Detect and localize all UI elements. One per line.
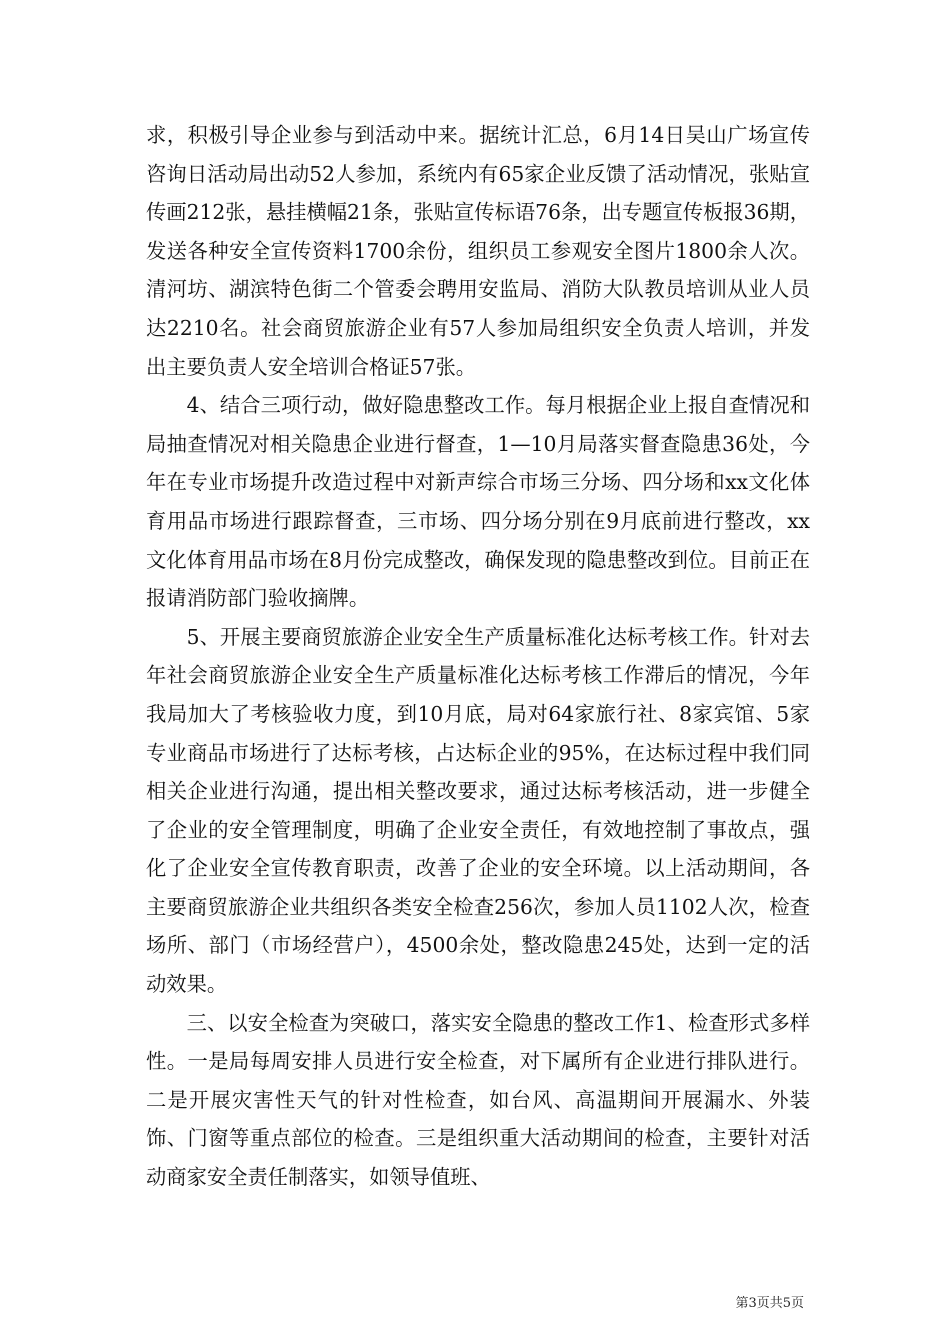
paragraph-1: 求，积极引导企业参与到活动中来。据统计汇总，6月14日吴山广场宣传咨询日活动局出动52人参加，系统内有65家企业反馈了活动情况，张贴宣传画212张，悬挂横幅21条，张贴宣传标语76条，出专题宣传板报36期，发送各种安全宣传资料1700余份，组织员工参观安全图片1800余人次。清河坊、湖滨特色街二个管委会聘用安监局、消防大队教员培训从业人员达2210名。社会商贸旅游企业有57人参加局组织安全负责人培训，并发出主要负责人安全培训合格证57张。	[146, 123, 810, 379]
page-number: 第3页共5页	[735, 1296, 804, 1311]
paragraph-2: 4、结合三项行动，做好隐患整改工作。每月根据企业上报自查情况和局抽查情况对相关隐患企业进行督查，1—10月局落实督查隐患36处，今年在专业市场提升改造过程中对新声综合市场三分场、四分场和xx文化体育用品市场进行跟踪督查，三市场、四分场分别在9月底前进行整改，xx文化体育用品市场在8月份完成整改，确保发现的隐患整改到位。目前正在报请消防部门验收摘牌。	[146, 393, 810, 611]
paragraph-3: 5、开展主要商贸旅游企业安全生产质量标准化达标考核工作。针对去年社会商贸旅游企业安全生产质量标准化达标考核工作滞后的情况，今年我局加大了考核验收力度，到10月底，局对64家旅行社、8家宾馆、5家专业商品市场进行了达标考核，占达标企业的95%，在达标过程中我们同相关企业进行沟通，提出相关整改要求，通过达标考核活动，进一步健全了企业的安全管理制度，明确了企业安全责任，有效地控制了事故点，强化了企业安全宣传教育职责，改善了企业的安全环境。以上活动期间，各主要商贸旅游企业共组织各类安全检查256次，参加人员1102人次，检查场所、部门（市场经营户），4500余处，整改隐患245处，达到一定的活动效果。	[146, 624, 810, 997]
paragraph-4: 三、以安全检查为突破口，落实安全隐患的整改工作1、检查形式多样性。一是局每周安排人员进行安全检查，对下属所有企业进行排队进行。二是开展灾害性天气的针对性检查，如台风、高温期间开展漏水、外装饰、门窗等重点部位的检查。三是组织重大活动期间的检查，主要针对活动商家安全责任制落实，如领导值班、	[146, 1010, 810, 1190]
document-body	[146, 116, 810, 1197]
